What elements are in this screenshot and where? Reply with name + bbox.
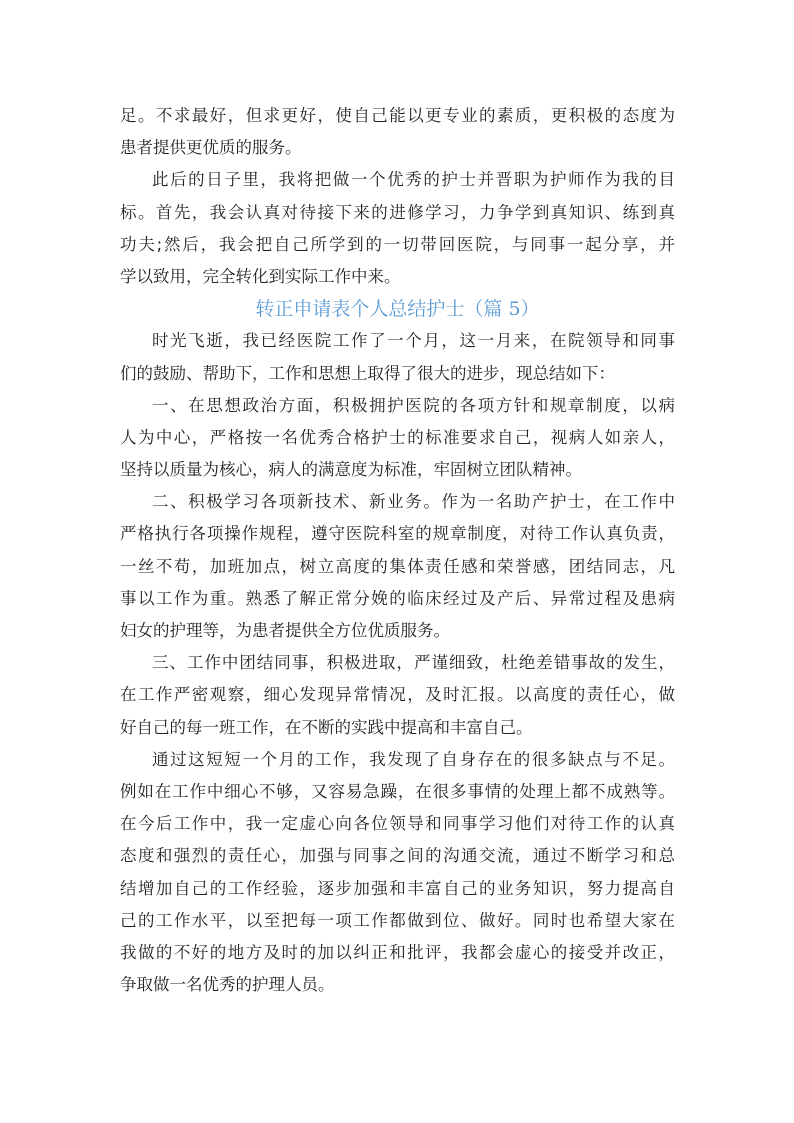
- text-line: 足。不求最好，但求更好，使自己能以更专业的素质，更积极的态度为: [120, 106, 675, 125]
- text-line: 妇女的护理等，为患者提供全方位优质服务。: [120, 621, 450, 640]
- text-line: 三、工作中团结同事，积极进取，严谨细致，杜绝差错事故的发生，: [152, 653, 675, 673]
- text-line: 事以工作为重。熟悉了解正常分娩的临床经过及产后、异常过程及患病: [120, 588, 675, 608]
- continued-paragraph: [120, 100, 675, 164]
- text-line: 人为中心，严格按一名优秀合格护士的标准要求自己，视病人如亲人，: [120, 427, 675, 447]
- text-line: 标。首先，我会认真对待接下来的进修学习，力争学到真知识、练到真: [120, 202, 675, 222]
- text-line: 坚持以质量为核心，病人的满意度为标准，牢固树立团队精神。: [120, 460, 582, 480]
- paragraph-one: [120, 390, 675, 487]
- section-title: 转正申请表个人总结护士（篇 5）: [255, 298, 540, 321]
- text-line: 争取做一名优秀的护理人员。: [120, 975, 335, 995]
- paragraph-three: [120, 647, 675, 744]
- text-line: 此后的日子里，我将把做一个优秀的护士并晋职为护师作为我的目: [152, 170, 675, 190]
- text-line: 在工作严密观察，细心发现异常情况，及时汇报。以高度的责任心，做: [120, 685, 675, 705]
- text-line: 严格执行各项操作规程，遵守医院科室的规章制度，对待工作认真负责，: [120, 524, 675, 544]
- text-line: 一丝不苟，加班加点，树立高度的集体责任感和荣誉感，团结同志，凡: [120, 556, 675, 576]
- text-line: 功夫;然后，我会把自己所学到的一切带回医院，与同事一起分享，并: [120, 234, 675, 254]
- paragraph-future: [120, 164, 675, 293]
- text-line: 们的鼓励、帮助下，工作和思想上取得了很大的进步，现总结如下：: [120, 363, 615, 383]
- text-line: 好自己的每一班工作，在不断的实践中提高和丰富自己。: [120, 717, 533, 737]
- text-line: 我做的不好的地方及时的加以纠正和批评，我都会虚心的接受并改正，: [120, 942, 675, 962]
- text-line: 患者提供更优质的服务。: [120, 138, 302, 158]
- text-line: 例如在工作中细心不够，又容易急躁，在很多事情的处理上都不成熟等。: [120, 781, 675, 801]
- text-line: 结增加自己的工作经验，逐步加强和丰富自己的业务知识，努力提高自: [120, 878, 675, 898]
- paragraph-two: [120, 486, 675, 647]
- text-line: 学以致用，完全转化到实际工作中来。: [120, 266, 401, 286]
- text-line: 通过这短短一个月的工作，我发现了自身存在的很多缺点与不足。: [152, 749, 675, 769]
- text-line: 时光飞逝，我已经医院工作了一个月，这一月来，在院领导和同事: [152, 331, 675, 351]
- text-line: 态度和强烈的责任心，加强与同事之间的沟通交流，通过不断学习和总: [120, 846, 675, 866]
- text-line: 一、在思想政治方面，积极拥护医院的各项方针和规章制度，以病: [152, 395, 675, 415]
- text-line: 在今后工作中，我一定虚心向各位领导和同事学习他们对待工作的认真: [120, 814, 675, 834]
- paragraph-intro: [120, 325, 675, 389]
- text-line: 己的工作水平，以至把每一项工作都做到位、做好。同时也希望大家在: [120, 910, 675, 930]
- document-page: [120, 100, 675, 1001]
- paragraph-conclusion: [120, 744, 675, 1002]
- text-line: 二、积极学习各项新技术、新业务。作为一名助产护士，在工作中: [152, 492, 675, 512]
